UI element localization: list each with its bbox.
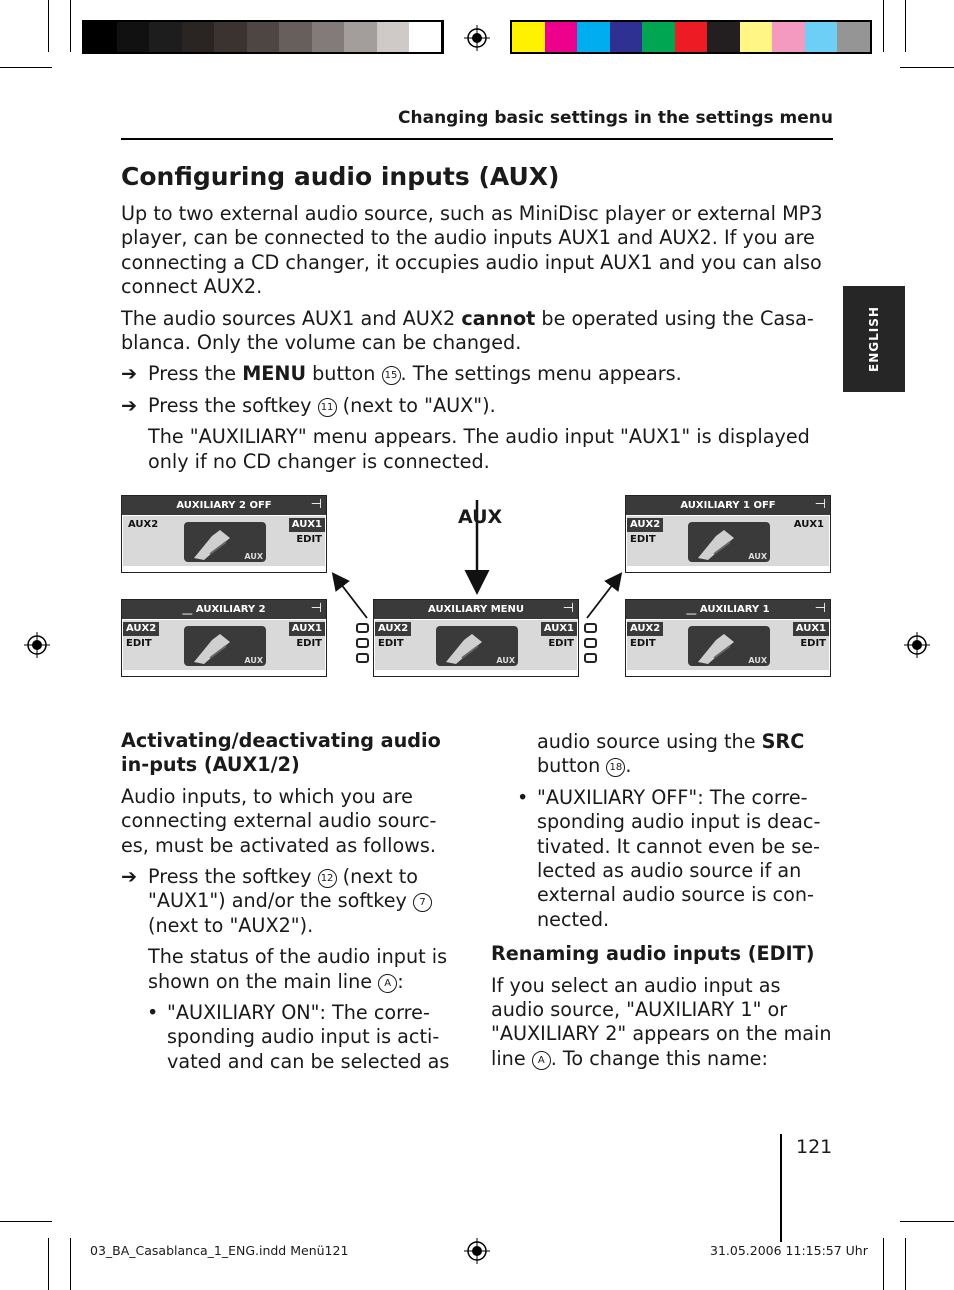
paragraph: If you select an audio input as audio source, "AUXILIARY 1" or "AUXILIARY 2" appears on the main line A . To change this name: (491, 973, 832, 1070)
callout-number: 11 (318, 398, 337, 417)
back-icon: ⊣ (562, 601, 574, 616)
softkey-button[interactable] (584, 638, 597, 648)
display-title: __ AUXILIARY 2 (122, 600, 326, 619)
softkey-button[interactable] (356, 623, 369, 633)
status-note: The status of the audio input is shown on the main line A : (148, 945, 448, 993)
step-press-menu: ➔ Press the MENU button 15 . The settings menu appears. (121, 362, 682, 386)
display-title: __ AUXILIARY 1 (626, 600, 830, 619)
back-icon: ⊣ (814, 497, 826, 512)
section-heading-activating: Activating/deactivating audio in-puts (AUX1/2) (121, 729, 441, 777)
aux-cable-icon: AUX (688, 522, 770, 562)
aux-cable-icon: AUX (688, 626, 770, 666)
softkey-label-aux1: AUX1 (541, 622, 577, 636)
step-press-softkey-aux: ➔ Press the softkey 12 (next to "AUX1") and/or the softkey 7 (next to "AUX2"). (121, 865, 461, 938)
bullet-auxiliary-on: • "AUXILIARY ON": The corre-sponding audio input is acti-vated and can be selected as (147, 1001, 450, 1073)
page-number: 121 (796, 1136, 833, 1158)
softkey-label-edit: EDIT (630, 638, 656, 649)
softkey-label-aux2: AUX2 (627, 518, 663, 532)
softkey-label-edit: EDIT (800, 638, 826, 649)
arrow-icon: ➔ (121, 362, 138, 386)
page-title: Configuring audio inputs (AUX) (121, 162, 560, 191)
callout-letter: A (378, 974, 397, 993)
paragraph: Audio inputs, to which you are connecting external audio sourc-es, must be activated as follows. (121, 784, 437, 857)
step-press-softkey: ➔ Press the softkey 11 (next to "AUX"). (121, 393, 496, 417)
softkey-label-aux1: AUX1 (793, 519, 824, 530)
softkey-label-edit: EDIT (126, 638, 152, 649)
back-icon: ⊣ (310, 497, 322, 512)
section-heading-renaming: Renaming audio inputs (EDIT) (491, 942, 815, 966)
softkey-button[interactable] (356, 653, 369, 663)
softkey-buttons-right (584, 623, 597, 668)
bullet-continuation: audio source using the SRC button 18 . (537, 730, 805, 778)
softkey-label-edit: EDIT (548, 638, 574, 649)
display-title: AUXILIARY MENU (374, 600, 578, 619)
page-number-rule (780, 1134, 782, 1242)
back-icon: ⊣ (310, 601, 322, 616)
callout-number: 18 (606, 758, 625, 777)
arrow-icon: ➔ (121, 393, 138, 417)
softkey-label-edit: EDIT (378, 638, 404, 649)
back-icon: ⊣ (814, 601, 826, 616)
aux-cable-icon: AUX (184, 522, 266, 562)
callout-number: 12 (318, 869, 337, 888)
display-auxiliary-2 (121, 599, 327, 677)
display-auxiliary-1-off (625, 495, 831, 573)
display-auxiliary-2-off (121, 495, 327, 573)
softkey-button[interactable] (584, 623, 597, 633)
softkey-button[interactable] (584, 653, 597, 663)
softkey-label-aux2: AUX2 (128, 519, 159, 530)
callout-letter: A (532, 1051, 551, 1070)
aux-cable-icon: AUX (436, 626, 518, 666)
slug-timestamp: 31.05.2006 11:15:57 Uhr (710, 1243, 868, 1258)
right-column (491, 730, 836, 1078)
softkey-label-edit: EDIT (630, 534, 656, 545)
softkey-label-aux2: AUX2 (627, 622, 663, 636)
softkey-label-aux1: AUX1 (289, 518, 325, 532)
running-head: Changing basic settings in the settings menu (398, 108, 833, 128)
aux-button-label: AUX (458, 506, 503, 528)
intro-paragraph-cannot: The audio sources AUX1 and AUX2 cannot be operated using the Casa-blanca. Only the volume can be changed. (121, 306, 814, 355)
softkey-label-aux2: AUX2 (123, 622, 159, 636)
bullet-auxiliary-off: • "AUXILIARY OFF": The corre-sponding audio input is deac-tivated. It cannot even be se-lected as audio source if an external audio source is con-nected. (517, 785, 821, 931)
softkey-label-aux1: AUX1 (289, 622, 325, 636)
step-note: The "AUXILIARY" menu appears. The audio input "AUX1" is displayed only if no CD changer is connected. (148, 425, 810, 473)
arrow-icon: ➔ (121, 865, 138, 889)
language-tab-label: ENGLISH (867, 306, 881, 372)
softkey-label-edit: EDIT (296, 638, 322, 649)
left-column (121, 729, 461, 1081)
registration-mark-icon (464, 1238, 490, 1264)
softkey-label-edit: EDIT (296, 534, 322, 545)
display-title: AUXILIARY 1 OFF (626, 496, 830, 515)
softkey-label-aux2: AUX2 (375, 622, 411, 636)
display-auxiliary-menu (373, 599, 579, 677)
callout-number: 15 (382, 366, 401, 385)
display-title: AUXILIARY 2 OFF (122, 496, 326, 515)
softkey-button[interactable] (356, 638, 369, 648)
callout-number: 7 (413, 893, 432, 912)
intro-paragraph: Up to two external audio source, such as MiniDisc player or external MP3 player, can be connected to the audio inputs AUX1 and AUX2. If you are connecting a CD changer, it occupies audio input AUX1 and you can also connect AUX2. (121, 202, 823, 299)
softkey-label-aux1: AUX1 (793, 622, 829, 636)
slug-filename: 03_BA_Casablanca_1_ENG.indd Menü121 (90, 1243, 349, 1258)
display-auxiliary-1 (625, 599, 831, 677)
aux-cable-icon: AUX (184, 626, 266, 666)
softkey-buttons-left (356, 623, 369, 668)
